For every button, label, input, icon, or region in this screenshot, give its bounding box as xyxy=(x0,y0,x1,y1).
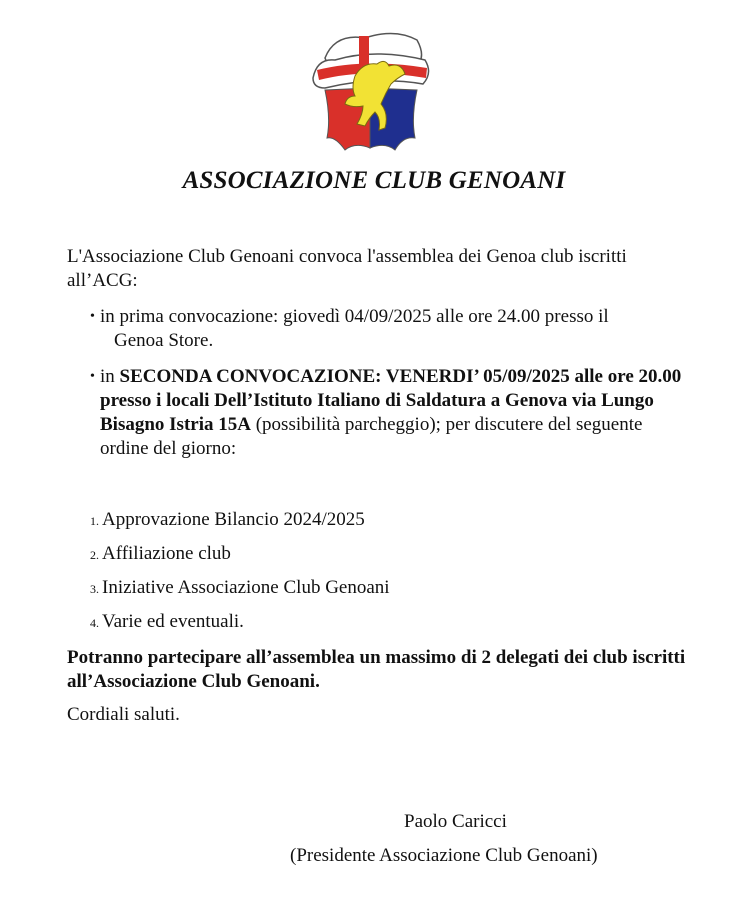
bullet-dot: • xyxy=(90,309,95,324)
greeting: Cordiali saluti. xyxy=(67,704,180,725)
convocation-second xyxy=(90,365,690,461)
agenda-item: 2. Affiliazione club xyxy=(90,543,231,564)
delegates-note: Potranno partecipare all’assemblea un massimo di 2 delegati dei club iscritti all’Associazione Club Genoani. xyxy=(67,647,686,692)
convocation-second-bold: SECONDA CONVOCAZIONE: VENERDI’ 05/09/2025 alle ore 20.00 presso i locali Dell’Istituto Italiano di Saldatura a Genova via Lungo Bisagno Istria 15A xyxy=(100,366,682,435)
convocation-second-prefix: in xyxy=(100,366,120,387)
intro-paragraph: L'Associazione Club Genoani convoca l'assemblea dei Genoa club iscritti all’ACG: xyxy=(67,246,627,291)
club-crest-logo xyxy=(305,18,435,158)
convocation-first xyxy=(90,305,690,353)
convocation-first-continuation: Genoa Store. xyxy=(114,330,214,351)
griffin-crest-icon xyxy=(305,18,435,158)
agenda-item: 1. Approvazione Bilancio 2024/2025 xyxy=(90,509,365,530)
convocation-first-text: in prima convocazione: giovedì 04/09/2025 alle ore 24.00 presso il xyxy=(100,306,609,327)
agenda-item: 3. Iniziative Associazione Club Genoani xyxy=(90,577,390,598)
signature-role: (Presidente Associazione Club Genoani) xyxy=(290,845,598,866)
agenda-list xyxy=(90,508,390,644)
bullet-dot: • xyxy=(90,369,95,384)
convocation-second-suffix: (possibilità parcheggio); per discutere del seguente ordine del giorno: xyxy=(100,414,643,459)
page-title: ASSOCIAZIONE CLUB GENOANI xyxy=(182,167,566,194)
signature-name: Paolo Caricci xyxy=(404,811,507,832)
agenda-item: 4. Varie ed eventuali. xyxy=(90,611,244,632)
